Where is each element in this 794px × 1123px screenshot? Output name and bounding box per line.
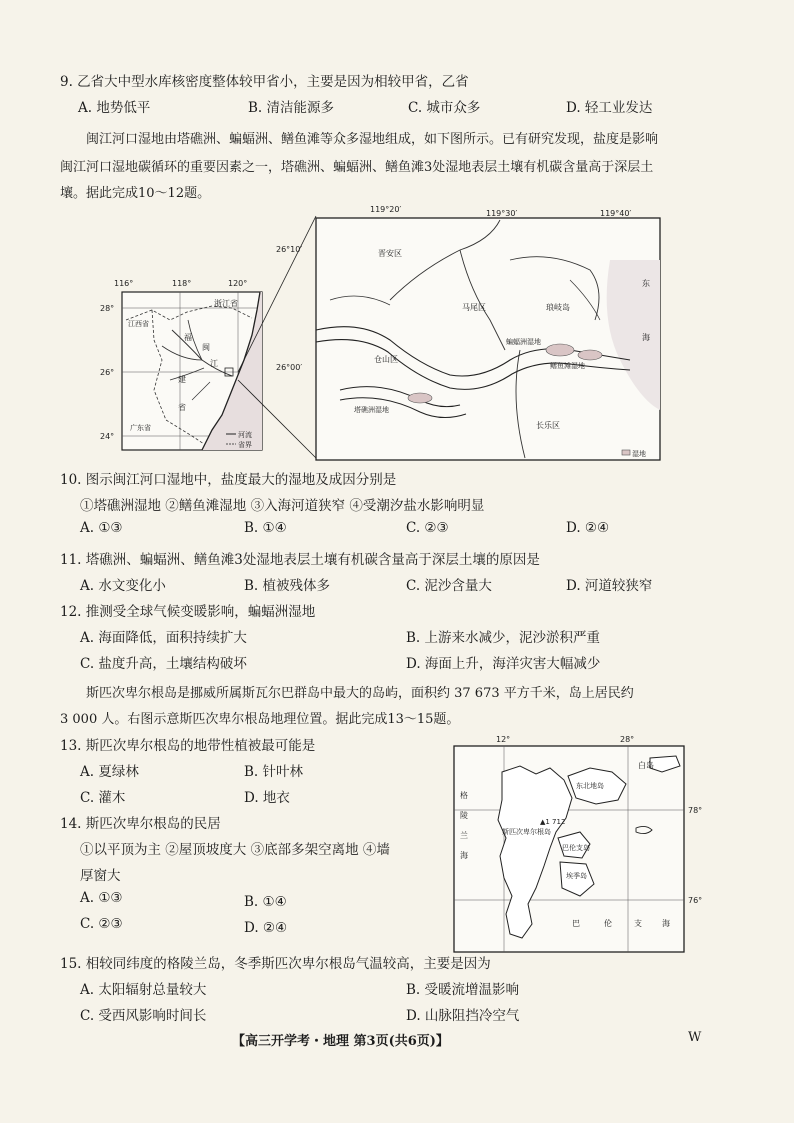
lon-119-20: 119°20′: [370, 205, 402, 214]
label-dong: 东: [642, 279, 650, 288]
page-footer: 【高三开学考・地理 第3页(共6页)】: [232, 1034, 449, 1049]
q11-option-d: D. 河道较狭窄: [566, 578, 653, 594]
q12-option-a: A. 海面降低，面积持续扩大: [80, 630, 247, 646]
q12-option-c: C. 盐度升高，土壤结构破坏: [80, 656, 247, 672]
intro1-line3: 壤。据此完成10～12题。: [60, 186, 211, 201]
q9-option-d: D. 轻工业发达: [566, 100, 653, 116]
label-jiang: 江: [210, 359, 218, 368]
q9-option-c: C. 城市众多: [408, 100, 481, 116]
label-changle: 长乐区: [536, 421, 560, 430]
intro1-line2: 闽江河口湿地碳循环的重要因素之一，塔礁洲、蝙蝠洲、鳝鱼滩3处湿地表层土壤有机碳含量高于深层土: [60, 160, 654, 175]
label-bianfuzhou: 蝙蝠洲湿地: [506, 338, 541, 346]
question-11-stem: 11. 塔礁洲、蝙蝠洲、鳝鱼滩3处湿地表层土壤有机碳含量高于深层土壤的原因是: [60, 552, 540, 568]
label-guangdong: 广东省: [130, 424, 151, 432]
q9-option-b: B. 清洁能源多: [248, 100, 335, 116]
q10-choices: ①塔礁洲湿地 ②鳝鱼滩湿地 ③入海河道狭窄 ④受潮汐盐水影响明显: [80, 498, 485, 514]
q14-option-d: D. ②④: [244, 920, 288, 936]
q14-choices-line1: ①以平顶为主 ②屋顶坡度大 ③底部多架空离地 ④墙: [80, 842, 390, 858]
lat-26: 26°: [100, 368, 115, 377]
label-ling: 陵: [460, 811, 468, 820]
q9-option-a: A. 地势低平: [78, 100, 151, 116]
label-hai: 海: [642, 333, 650, 342]
q14-option-a: A. ①③: [80, 890, 123, 906]
peak-elevation: ▲1 712: [540, 818, 566, 826]
q11-option-a: A. 水文变化小: [80, 578, 166, 594]
lon-119-40: 119°40′: [600, 209, 632, 218]
label-ge: 格: [460, 791, 468, 800]
label-cangshan: 仓山区: [374, 355, 398, 364]
q15-option-a: A. 太阳辐射总量较大: [80, 982, 207, 998]
lon-119-30: 119°30′: [486, 209, 518, 218]
q10-option-c: C. ②③: [406, 520, 449, 536]
lat-28: 28°: [100, 304, 115, 313]
label-jiangxi: 江西省: [128, 320, 149, 328]
q13-option-b: B. 针叶林: [244, 764, 304, 780]
question-9-stem: 9. 乙省大中型水库核密度整体较甲省小，主要是因为相较甲省，乙省: [60, 74, 469, 90]
label-min: 闽: [202, 343, 210, 352]
legend-wetland: 湿地: [632, 450, 646, 458]
q10-option-a: A. ①③: [80, 520, 123, 536]
label-mawei: 马尾区: [462, 303, 486, 312]
label-hai-east: 海: [662, 919, 670, 928]
q15-option-b: B. 受暖流增温影响: [406, 982, 520, 998]
label-jian: 建: [178, 375, 186, 384]
intro1-line1: 闽江河口湿地由塔礁洲、蝙蝠洲、鳝鱼滩等众多湿地组成，如下图所示。已有研究发现，盐度是影响: [86, 132, 659, 147]
label-sheng: 省: [178, 403, 186, 412]
q10-option-d: D. ②④: [566, 520, 610, 536]
estuary-map: [270, 200, 670, 465]
label-tajiaozhou: 塔礁洲湿地: [354, 406, 389, 414]
q12-option-d: D. 海面上升，海洋灾害大幅减少: [406, 656, 601, 672]
q13-option-d: D. 地衣: [244, 790, 290, 806]
lat-24: 24°: [100, 432, 115, 441]
lon-118: 118°: [172, 279, 192, 288]
question-15-stem: 15. 相较同纬度的格陵兰岛，冬季斯匹次卑尔根岛气温较高，主要是因为: [60, 956, 491, 972]
lon-28: 28°: [620, 735, 635, 744]
lon-12: 12°: [496, 735, 511, 744]
q11-option-b: B. 植被残体多: [244, 578, 331, 594]
lon-120: 120°: [228, 279, 248, 288]
legend-river: 河流: [238, 431, 252, 439]
label-spitsbergen: 斯匹次卑尔根岛: [502, 828, 551, 836]
label-lan: 兰: [460, 831, 468, 840]
label-ba: 巴: [572, 919, 580, 928]
question-13-stem: 13. 斯匹次卑尔根岛的地带性植被最可能是: [60, 738, 316, 754]
lon-116: 116°: [114, 279, 134, 288]
q14-option-c: C. ②③: [80, 916, 123, 932]
q15-option-d: D. 山脉阻挡冷空气: [406, 1008, 520, 1024]
q14-choices-line2: 厚窗大: [80, 868, 121, 884]
q15-option-c: C. 受西风影响时间长: [80, 1008, 207, 1024]
question-12-stem: 12. 推测受全球气候变暖影响，蝙蝠洲湿地: [60, 604, 316, 620]
label-edgeoya: 埃季岛: [566, 872, 587, 880]
question-14-stem: 14. 斯匹次卑尔根岛的民居: [60, 816, 221, 832]
label-shanyutan: 鳝鱼滩湿地: [550, 362, 585, 370]
lat-78: 78°: [688, 806, 703, 815]
label-zhejiang: 浙江省: [214, 299, 238, 308]
lat-26-00: 26°00′: [276, 363, 303, 372]
svalbard-map: [440, 728, 710, 958]
q13-option-a: A. 夏绿林: [80, 764, 139, 780]
label-lun: 伦: [604, 919, 612, 928]
q14-option-b: B. ①④: [244, 894, 287, 910]
q10-option-b: B. ①④: [244, 520, 287, 536]
label-zhi: 支: [634, 919, 642, 928]
label-white-island: 白岛: [638, 761, 654, 770]
intro2-line2: 3 000 人。右图示意斯匹次卑尔根岛地理位置。据此完成13～15题。: [60, 712, 460, 727]
label-langqi: 琅岐岛: [546, 303, 570, 312]
intro2-line1: 斯匹次卑尔根岛是挪威所属斯瓦尔巴群岛中最大的岛屿，面积约 37 673 平方千米，岛上居民约: [86, 686, 634, 701]
legend-boundary: 省界: [238, 441, 252, 449]
label-fu: 福: [184, 333, 192, 342]
label-barentsoya: 巴伦支岛: [562, 844, 590, 852]
footer-code: W: [688, 1030, 702, 1045]
label-hai-west: 海: [460, 851, 468, 860]
lat-76: 76°: [688, 896, 703, 905]
q13-option-c: C. 灌木: [80, 790, 126, 806]
label-nordaustlandet: 东北地岛: [576, 782, 604, 790]
q11-option-c: C. 泥沙含量大: [406, 578, 492, 594]
question-10-stem: 10. 图示闽江河口湿地中，盐度最大的湿地及成因分别是: [60, 472, 397, 488]
label-jinan: 晋安区: [378, 249, 402, 258]
lat-26-10: 26°10′: [276, 245, 303, 254]
q12-option-b: B. 上游来水减少，泥沙淤积严重: [406, 630, 601, 646]
